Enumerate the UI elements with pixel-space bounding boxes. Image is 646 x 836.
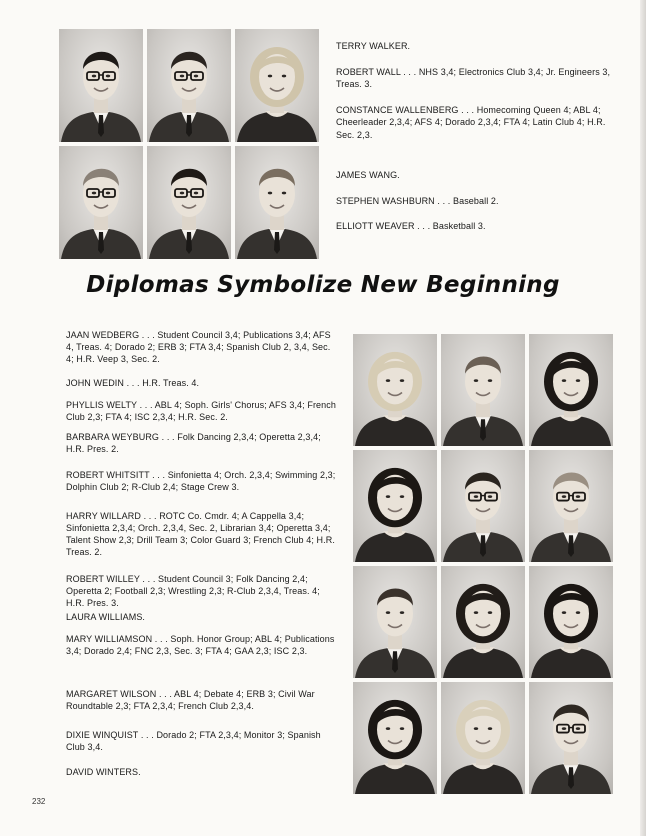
- portrait-silhouette: [235, 146, 319, 259]
- portrait-silhouette: [59, 146, 143, 259]
- name-entry: BARBARA WEYBURG . . . Folk Dancing 2,3,4; Operetta 2,3,4; H.R. Pres. 2.: [66, 432, 321, 454]
- portrait-photo: [353, 334, 437, 446]
- portrait-photo: [441, 450, 525, 562]
- name-entry: STEPHEN WASHBURN . . . Baseball 2.: [336, 195, 499, 206]
- name-entry: ROBERT WILLEY . . . Student Council 3; Folk Dancing 2,4; Operetta 2; Football 2,3; Wrestling 2,3; R-Club 2,3,4, Treas. 4; H.R. Pres. 3.: [66, 574, 320, 608]
- top-name-list: [336, 40, 616, 246]
- name-entry: JAAN WEDBERG . . . Student Council 3,4; Publications 3,4; AFS 4, Treas. 4; Dorado 2; ERB 3; FTA 3,4; Spanish Club 2, 3,4, Sec. 4; H.R. Veep 3, Sec. 2.: [66, 330, 331, 364]
- portrait-silhouette: [147, 29, 231, 142]
- page-number: 232: [32, 797, 46, 806]
- portrait-photo: [147, 146, 231, 259]
- name-entry: DAVID WINTERS.: [66, 767, 141, 777]
- portrait-silhouette: [59, 29, 143, 142]
- portrait-silhouette: [353, 682, 437, 794]
- portrait-silhouette: [529, 566, 613, 678]
- portrait-photo: [529, 334, 613, 446]
- portrait-photo: [441, 566, 525, 678]
- portrait-silhouette: [529, 682, 613, 794]
- portrait-photo: [59, 29, 143, 142]
- portrait-photo: [353, 450, 437, 562]
- portrait-silhouette: [441, 334, 525, 446]
- portrait-photo: [529, 682, 613, 794]
- portrait-silhouette: [353, 334, 437, 446]
- page-edge-shadow: [640, 0, 646, 836]
- portrait-photo: [353, 566, 437, 678]
- top-photo-grid: [59, 29, 319, 259]
- portrait-silhouette: [441, 682, 525, 794]
- name-entry: HARRY WILLARD . . . ROTC Co. Cmdr. 4; A Cappella 3,4; Sinfonietta 2,3,4; Orch. 2,3,4, Sec. 2, Librarian 3,4; Operetta 3,4; Talent Show 2,3; Drill Team 3; Color Guard 3; French Club 4; H.R. Treas. 2.: [66, 511, 335, 557]
- portrait-silhouette: [353, 450, 437, 562]
- portrait-photo: [441, 682, 525, 794]
- name-entry: DIXIE WINQUIST . . . Dorado 2; FTA 2,3,4; Monitor 3; Spanish Club 3,4.: [66, 730, 321, 752]
- portrait-silhouette: [441, 566, 525, 678]
- portrait-photo: [353, 682, 437, 794]
- portrait-silhouette: [441, 450, 525, 562]
- portrait-photo: [59, 146, 143, 259]
- portrait-silhouette: [529, 450, 613, 562]
- portrait-photo: [235, 146, 319, 259]
- name-entry: PHYLLIS WELTY . . . ABL 4; Soph. Girls' Chorus; AFS 3,4; French Club 2,3; FTA 4; ISC 2,3,4; H.R. Sec. 2.: [66, 400, 336, 422]
- portrait-photo: [441, 334, 525, 446]
- portrait-silhouette: [353, 566, 437, 678]
- page-headline: Diplomas Symbolize New Beginning: [86, 272, 560, 298]
- name-entry: JOHN WEDIN . . . H.R. Treas. 4.: [66, 378, 200, 388]
- portrait-silhouette: [235, 29, 319, 142]
- name-entry: MARY WILLIAMSON . . . Soph. Honor Group; ABL 4; Publications 3,4; Dorado 2,4; FNC 2,3, Sec. 3; FTA 4; GAA 2,3; ISC 2,3.: [66, 634, 335, 656]
- name-entry: CONSTANCE WALLENBERG . . . Homecoming Queen 4; ABL 4; Cheerleader 2,3,4; AFS 4; Dorado 2,3,4; FTA 4; Latin Club 4; H.R. Sec. 2,3.: [336, 104, 606, 140]
- name-entry: JAMES WANG.: [336, 170, 400, 180]
- name-entry: ROBERT WHITSITT . . . Sinfonietta 4; Orch. 2,3,4; Swimming 2,3; Dolphin Club 2; R-Club 2,4; Stage Crew 3.: [66, 470, 336, 492]
- name-entry: ELLIOTT WEAVER . . . Basketball 3.: [336, 221, 486, 231]
- name-entry: LAURA WILLIAMS.: [66, 612, 146, 622]
- portrait-photo: [529, 450, 613, 562]
- portrait-silhouette: [147, 146, 231, 259]
- name-entry: MARGARET WILSON . . . ABL 4; Debate 4; ERB 3; Civil War Roundtable 2,3; FTA 2,3,4; French Club 2,3,4.: [66, 689, 315, 711]
- name-entry: ROBERT WALL . . . NHS 3,4; Electronics Club 3,4; Jr. Engineers 3, Treas. 3.: [336, 66, 611, 89]
- portrait-silhouette: [529, 334, 613, 446]
- name-entry: TERRY WALKER.: [336, 41, 411, 51]
- portrait-photo: [147, 29, 231, 142]
- portrait-photo: [529, 566, 613, 678]
- bottom-photo-grid: [353, 334, 613, 794]
- portrait-photo: [235, 29, 319, 142]
